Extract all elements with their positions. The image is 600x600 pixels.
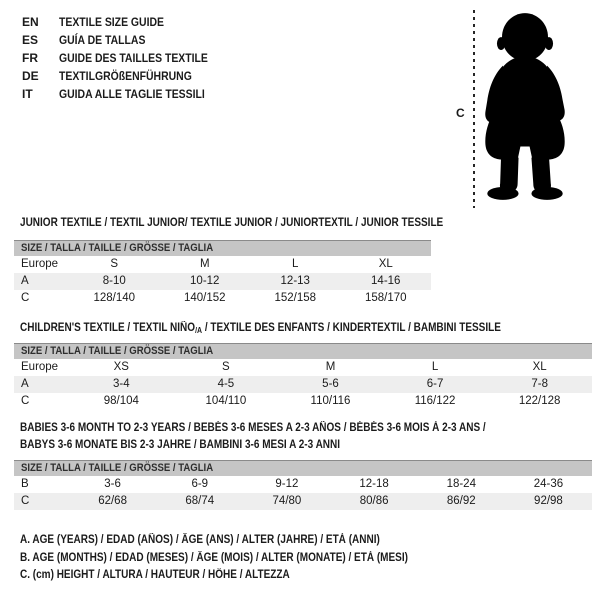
table-cell: S <box>222 361 230 373</box>
junior-table <box>14 240 431 307</box>
lang-row-en <box>22 13 230 31</box>
table-cell: 3-4 <box>112 378 130 390</box>
table-cell: XL <box>378 258 393 270</box>
language-title-block <box>22 13 230 103</box>
lang-label: TEXTILGRÖßENFÜHRUNG <box>59 69 192 83</box>
table-cell: 86/92 <box>446 495 476 507</box>
lang-row-es <box>22 31 230 49</box>
babies-title-line2: BABYS 3-6 MONATE BIS 2-3 JAHRE / BAMBINI 3-6 MESI A 2-3 ANNI <box>20 439 341 451</box>
lang-label: GUÍA DE TALLAS <box>59 33 146 47</box>
lang-label: TEXTILE SIZE GUIDE <box>59 15 164 29</box>
footnote-a <box>20 532 466 550</box>
table-cell: 80/86 <box>359 495 389 507</box>
table-cell: 14-16 <box>371 275 401 287</box>
table-cell: 10-12 <box>190 275 220 287</box>
table-cell: 24-36 <box>533 478 564 490</box>
table-cell: XL <box>532 361 547 373</box>
table-row <box>14 476 592 493</box>
footnote-c-text: C. (cm) HEIGHT / ALTURA / HAUTEUR / HÖHE / ALTEZZA <box>20 569 290 581</box>
footnote-b <box>20 550 466 568</box>
table-cell: C <box>21 495 30 507</box>
junior-table-title <box>20 215 506 232</box>
table-cell: 140/152 <box>183 292 226 304</box>
table-cell: 18-24 <box>446 478 476 490</box>
junior-table-title-text: JUNIOR TEXTILE / TEXTIL JUNIOR/ TEXTILE JUNIOR / JUNIORTEXTIL / JUNIOR TESSILE <box>20 217 444 229</box>
table-cell: 12-13 <box>280 275 310 287</box>
table-cell: 68/74 <box>185 495 215 507</box>
table-cell: C <box>21 292 30 304</box>
table-cell: 158/170 <box>364 292 407 304</box>
table-cell: L <box>292 258 299 270</box>
table-cell: C <box>21 395 30 407</box>
table-cell: 6-9 <box>191 478 209 490</box>
table-cell: 62/68 <box>98 495 127 507</box>
table-cell: 8-10 <box>102 275 126 287</box>
table-cell: 4-5 <box>217 378 235 390</box>
baby-silhouette-icon <box>479 8 571 206</box>
table-cell: A <box>21 378 29 390</box>
table-cell: 7-8 <box>531 378 548 390</box>
table-cell: 12-18 <box>359 478 389 490</box>
lang-code: EN <box>22 15 39 29</box>
table-cell: 152/158 <box>274 292 317 304</box>
table-row <box>14 393 592 410</box>
table-cell: M <box>325 361 336 373</box>
table-cell: XS <box>113 361 129 373</box>
table-cell: 9-12 <box>275 478 299 490</box>
table-row <box>14 290 431 307</box>
table-cell: 92/98 <box>534 495 563 507</box>
table-row <box>14 359 592 376</box>
lang-code: DE <box>22 69 39 83</box>
table-cell: 116/122 <box>414 395 456 407</box>
table-cell: 3-6 <box>104 478 121 490</box>
footnote-b-text: B. AGE (MONTHS) / EDAD (MESES) / ÂGE (MOIS) / ALTER (MONATE) / ETÀ (MESI) <box>20 551 408 564</box>
table-row <box>14 256 431 273</box>
size-header-label: SIZE / TALLA / TAILLE / GRÖSSE / TAGLIA <box>21 462 214 474</box>
table-row <box>14 376 592 393</box>
table-cell: 5-6 <box>322 378 339 390</box>
table-cell: M <box>199 258 210 270</box>
lang-code: IT <box>22 87 33 101</box>
table-cell: 128/140 <box>93 292 136 304</box>
table-cell: 122/128 <box>518 395 561 407</box>
size-header-bar <box>14 240 431 256</box>
children-table-title <box>20 320 573 339</box>
size-header-label: SIZE / TALLA / TAILLE / GRÖSSE / TAGLIA <box>21 345 214 357</box>
title-post: / TEXTILE DES ENFANTS / KINDERTEXTIL / BAMBINI TESSILE <box>202 322 501 334</box>
children-table <box>14 343 592 410</box>
footnotes <box>20 532 466 585</box>
lang-code: ES <box>22 33 39 47</box>
table-cell: 104/110 <box>205 395 247 407</box>
table-cell: 98/104 <box>103 395 139 407</box>
babies-table-title <box>20 420 555 454</box>
table-cell: Europe <box>21 361 59 373</box>
table-cell: Europe <box>21 258 59 270</box>
table-cell: S <box>110 258 119 270</box>
lang-row-fr <box>22 49 230 67</box>
lang-row-de <box>22 67 230 85</box>
table-cell: L <box>431 361 439 373</box>
table-row <box>14 273 431 290</box>
lang-label: GUIDE DES TAILLES TEXTILE <box>59 51 208 65</box>
table-cell: A <box>21 275 29 287</box>
lang-row-it <box>22 85 230 103</box>
table-cell: 6-7 <box>426 378 444 390</box>
size-header-label: SIZE / TALLA / TAILLE / GRÖSSE / TAGLIA <box>21 242 214 254</box>
table-cell: B <box>21 478 29 490</box>
table-cell: 110/116 <box>310 395 351 407</box>
footnote-c <box>20 567 466 585</box>
footnote-a-text: A. AGE (YEARS) / EDAD (AÑOS) / ÂGE (ANS) / ALTER (JAHRE) / ETÀ (ANNI) <box>20 534 380 546</box>
table-cell: 74/80 <box>272 495 302 507</box>
height-dotted-line <box>473 10 475 208</box>
babies-title-line1: BABIES 3-6 MONTH TO 2-3 YEARS / BEBÉS 3-6 MESES A 2-3 AÑOS / BÉBÉS 3-6 MOIS À 2-3 ANS / <box>20 422 486 434</box>
title-pre: CHILDREN'S TEXTILE / TEXTIL NIÑO <box>20 322 196 334</box>
lang-code: FR <box>22 51 38 65</box>
size-header-bar <box>14 460 592 476</box>
babies-table <box>14 460 592 510</box>
height-label-c: C <box>456 106 465 120</box>
children-table-title-text <box>20 320 501 339</box>
lang-label: GUIDA ALLE TAGLIE TESSILI <box>59 87 205 101</box>
table-row <box>14 493 592 510</box>
size-header-bar <box>14 343 592 359</box>
title-subscript: /A <box>195 326 203 335</box>
